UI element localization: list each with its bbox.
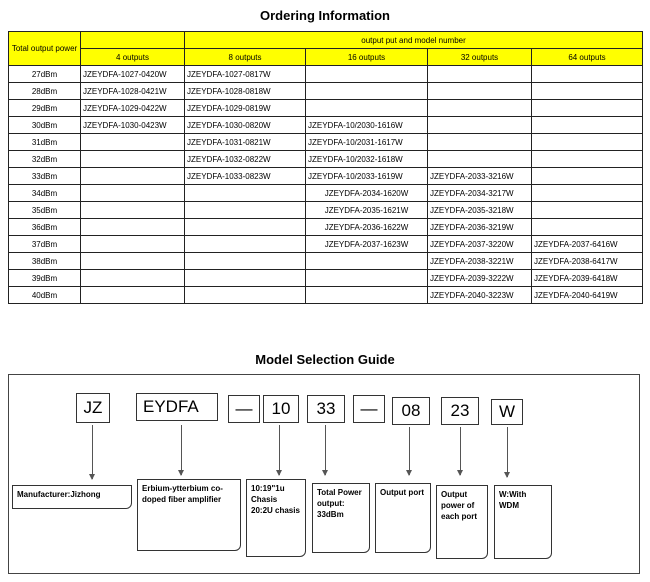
power-cell: 37dBm bbox=[9, 236, 81, 253]
table-row bbox=[9, 287, 643, 304]
desc-chassis: 10:19"1u Chasis 20:2U chasis bbox=[246, 479, 306, 557]
model-cell: JZEYDFA-2037-6416W bbox=[532, 236, 643, 253]
arrow-icon bbox=[92, 425, 93, 479]
ordering-table bbox=[8, 31, 643, 304]
model-cell bbox=[81, 134, 185, 151]
desc-amplifier: Erbium-ytterbium co-doped fiber amplifier bbox=[137, 479, 241, 551]
table-row bbox=[9, 168, 643, 185]
column-header: 64 outputs bbox=[532, 49, 643, 66]
model-cell bbox=[306, 253, 428, 270]
table-row bbox=[9, 151, 643, 168]
model-cell bbox=[81, 270, 185, 287]
model-cell bbox=[428, 100, 532, 117]
model-cell bbox=[428, 66, 532, 83]
model-cell: JZEYDFA-2037-1623W bbox=[306, 236, 428, 253]
model-cell: JZEYDFA-1030-0820W bbox=[185, 117, 306, 134]
table-row bbox=[9, 134, 643, 151]
table-row bbox=[9, 202, 643, 219]
segment-wdm: W bbox=[491, 399, 523, 425]
model-cell bbox=[185, 219, 306, 236]
segment-ports: 08 bbox=[392, 397, 430, 425]
power-cell: 38dBm bbox=[9, 253, 81, 270]
column-header: 8 outputs bbox=[185, 49, 306, 66]
model-cell bbox=[428, 117, 532, 134]
power-cell: 34dBm bbox=[9, 185, 81, 202]
segment-power: 33 bbox=[307, 395, 345, 423]
power-cell: 33dBm bbox=[9, 168, 81, 185]
power-cell: 39dBm bbox=[9, 270, 81, 287]
model-cell: JZEYDFA-10/2033-1619W bbox=[306, 168, 428, 185]
model-cell bbox=[532, 168, 643, 185]
model-cell bbox=[185, 202, 306, 219]
model-cell: JZEYDFA-2037-3220W bbox=[428, 236, 532, 253]
segment-chassis: 10 bbox=[263, 395, 299, 423]
desc-port-power: Output power of each port bbox=[436, 485, 488, 559]
column-header: 4 outputs bbox=[81, 49, 185, 66]
model-cell: JZEYDFA-2039-6418W bbox=[532, 270, 643, 287]
table-row bbox=[9, 117, 643, 134]
ordering-title: Ordering Information bbox=[260, 8, 390, 23]
desc-total-power: Total Power output: 33dBm bbox=[312, 483, 370, 553]
arrow-icon bbox=[409, 427, 410, 475]
model-cell: JZEYDFA-2034-3217W bbox=[428, 185, 532, 202]
desc-output-port: Output port bbox=[375, 483, 431, 553]
model-cell bbox=[532, 100, 643, 117]
model-cell: JZEYDFA-2035-1621W bbox=[306, 202, 428, 219]
table-row bbox=[9, 236, 643, 253]
table-row bbox=[9, 185, 643, 202]
column-header: 16 outputs bbox=[306, 49, 428, 66]
segment-dash: — bbox=[228, 395, 260, 423]
model-cell bbox=[532, 202, 643, 219]
segment-dash: — bbox=[353, 395, 385, 423]
power-cell: 36dBm bbox=[9, 219, 81, 236]
model-cell: JZEYDFA-2036-3219W bbox=[428, 219, 532, 236]
column-header: 32 outputs bbox=[428, 49, 532, 66]
model-cell bbox=[532, 134, 643, 151]
segment-jz: JZ bbox=[76, 393, 110, 423]
model-cell bbox=[306, 66, 428, 83]
model-cell bbox=[532, 66, 643, 83]
model-cell bbox=[185, 236, 306, 253]
guide-title: Model Selection Guide bbox=[255, 352, 395, 367]
model-cell bbox=[532, 83, 643, 100]
segment-port-power: 23 bbox=[441, 397, 479, 425]
table-row bbox=[9, 83, 643, 100]
model-cell: JZEYDFA-10/2030-1616W bbox=[306, 117, 428, 134]
model-cell: JZEYDFA-1033-0823W bbox=[185, 168, 306, 185]
model-cell bbox=[428, 134, 532, 151]
model-cell: JZEYDFA-1027-0817W bbox=[185, 66, 306, 83]
model-cell: JZEYDFA-2035-3218W bbox=[428, 202, 532, 219]
model-cell bbox=[81, 202, 185, 219]
model-cell: JZEYDFA-2038-6417W bbox=[532, 253, 643, 270]
model-cell: JZEYDFA-1029-0422W bbox=[81, 100, 185, 117]
arrow-icon bbox=[279, 425, 280, 475]
model-cell bbox=[81, 236, 185, 253]
model-cell bbox=[81, 185, 185, 202]
model-cell bbox=[532, 185, 643, 202]
model-cell bbox=[185, 185, 306, 202]
model-cell bbox=[532, 219, 643, 236]
arrow-icon bbox=[181, 425, 182, 475]
model-cell: JZEYDFA-1030-0423W bbox=[81, 117, 185, 134]
model-cell bbox=[306, 83, 428, 100]
power-cell: 35dBm bbox=[9, 202, 81, 219]
model-cell: JZEYDFA-1029-0819W bbox=[185, 100, 306, 117]
model-cell: JZEYDFA-2033-3216W bbox=[428, 168, 532, 185]
power-cell: 29dBm bbox=[9, 100, 81, 117]
model-cell bbox=[532, 117, 643, 134]
model-cell bbox=[428, 83, 532, 100]
model-cell bbox=[81, 219, 185, 236]
power-cell: 27dBm bbox=[9, 66, 81, 83]
model-cell bbox=[81, 151, 185, 168]
table-row bbox=[9, 66, 643, 83]
empty-header-cell bbox=[81, 32, 185, 49]
model-cell bbox=[306, 287, 428, 304]
model-cell: JZEYDFA-2034-1620W bbox=[306, 185, 428, 202]
model-cell: JZEYDFA-1027-0420W bbox=[81, 66, 185, 83]
model-cell bbox=[532, 151, 643, 168]
model-cell: JZEYDFA-2040-6419W bbox=[532, 287, 643, 304]
model-cell: JZEYDFA-1031-0821W bbox=[185, 134, 306, 151]
segment-eydfa: EYDFA bbox=[136, 393, 218, 421]
power-cell: 31dBm bbox=[9, 134, 81, 151]
table-row bbox=[9, 253, 643, 270]
model-selection-guide bbox=[8, 374, 640, 574]
model-cell bbox=[185, 270, 306, 287]
power-header: Total output power bbox=[9, 32, 81, 66]
table-row bbox=[9, 270, 643, 287]
model-cell bbox=[81, 168, 185, 185]
desc-wdm: W:With WDM bbox=[494, 485, 552, 559]
power-cell: 30dBm bbox=[9, 117, 81, 134]
arrow-icon bbox=[507, 427, 508, 477]
arrow-icon bbox=[325, 425, 326, 475]
model-cell bbox=[185, 253, 306, 270]
model-cell: JZEYDFA-10/2031-1617W bbox=[306, 134, 428, 151]
model-cell bbox=[428, 151, 532, 168]
model-cell: JZEYDFA-1028-0421W bbox=[81, 83, 185, 100]
power-cell: 40dBm bbox=[9, 287, 81, 304]
arrow-icon bbox=[460, 427, 461, 475]
table-row bbox=[9, 100, 643, 117]
group-header: output put and model number bbox=[185, 32, 643, 49]
power-cell: 32dBm bbox=[9, 151, 81, 168]
model-cell: JZEYDFA-10/2032-1618W bbox=[306, 151, 428, 168]
power-cell: 28dBm bbox=[9, 83, 81, 100]
model-cell bbox=[81, 253, 185, 270]
model-cell: JZEYDFA-2040-3223W bbox=[428, 287, 532, 304]
model-cell bbox=[306, 100, 428, 117]
model-cell: JZEYDFA-2038-3221W bbox=[428, 253, 532, 270]
model-cell bbox=[185, 287, 306, 304]
model-cell: JZEYDFA-2039-3222W bbox=[428, 270, 532, 287]
model-cell bbox=[81, 287, 185, 304]
model-cell: JZEYDFA-2036-1622W bbox=[306, 219, 428, 236]
model-cell: JZEYDFA-1032-0822W bbox=[185, 151, 306, 168]
desc-manufacturer: Manufacturer:Jizhong bbox=[12, 485, 132, 509]
model-cell: JZEYDFA-1028-0818W bbox=[185, 83, 306, 100]
table-row bbox=[9, 219, 643, 236]
model-cell bbox=[306, 270, 428, 287]
